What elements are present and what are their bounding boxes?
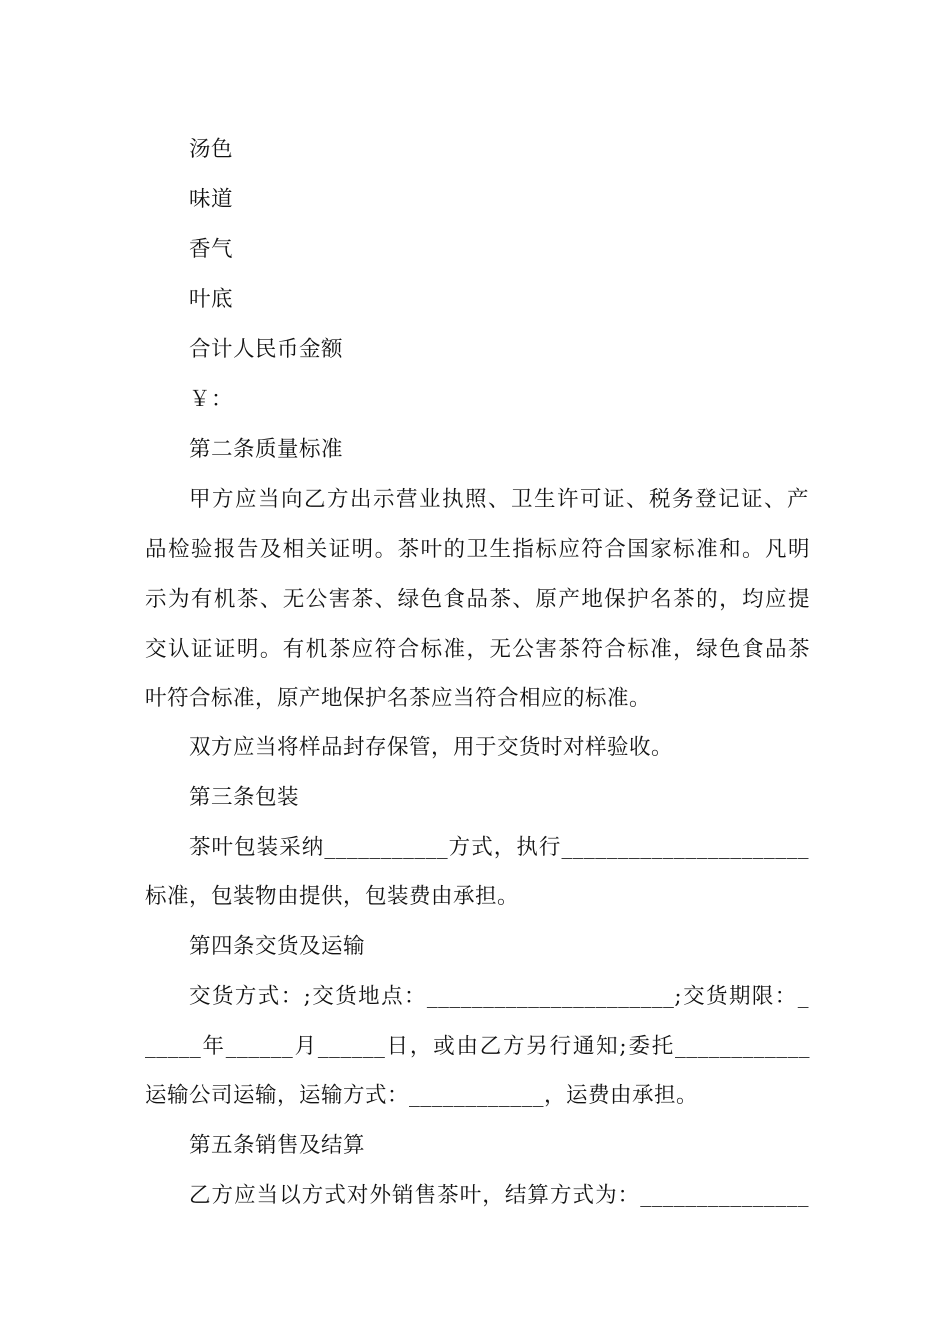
text-line-tang-se: 汤色 (189, 137, 234, 162)
paragraph-line: 乙方应当以方式对外销售茶叶，结算方式为：_______________ (189, 1183, 809, 1208)
section-heading-quality: 第二条质量标准 (189, 437, 344, 462)
paragraph-line: 标准，包装物由提供，包装费由承担。 (145, 884, 520, 909)
paragraph-line: 交认证证明。有机茶应符合标准，无公害茶符合标准，绿色食品茶 (145, 637, 810, 662)
paragraph-line: 甲方应当向乙方出示营业执照、卫生许可证、税务登记证、产 (189, 487, 809, 512)
paragraph-line: _____年______月______日，或由乙方另行通知;委托____________ (145, 1034, 810, 1059)
text-line-ye-di: 叶底 (189, 287, 234, 312)
text-line-wei-dao: 味道 (189, 187, 234, 212)
text-line-currency: ￥： (189, 387, 234, 412)
text-line-total-amount: 合计人民币金额 (189, 337, 344, 362)
paragraph-line: 品检验报告及相关证明。茶叶的卫生指标应符合国家标准和。凡明 (145, 537, 810, 562)
paragraph-line: 交货方式：;交货地点：______________________;交货期限：_ (189, 984, 809, 1009)
paragraph-line: 茶叶包装采纳___________方式，执行______________________ (189, 835, 809, 860)
paragraph-line: 示为有机茶、无公害茶、绿色食品茶、原产地保护名茶的，均应提 (145, 587, 810, 612)
section-heading-delivery: 第四条交货及运输 (189, 934, 366, 959)
paragraph-line: 叶符合标准，原产地保护名茶应当符合相应的标准。 (145, 686, 652, 711)
text-line-xiang-qi: 香气 (189, 237, 234, 262)
section-heading-sales: 第五条销售及结算 (189, 1133, 366, 1158)
paragraph-line: 运输公司运输，运输方式：____________，运费由承担。 (145, 1083, 699, 1108)
section-heading-packaging: 第三条包装 (189, 785, 300, 810)
paragraph-line: 双方应当将样品封存保管，用于交货时对样验收。 (189, 735, 674, 760)
